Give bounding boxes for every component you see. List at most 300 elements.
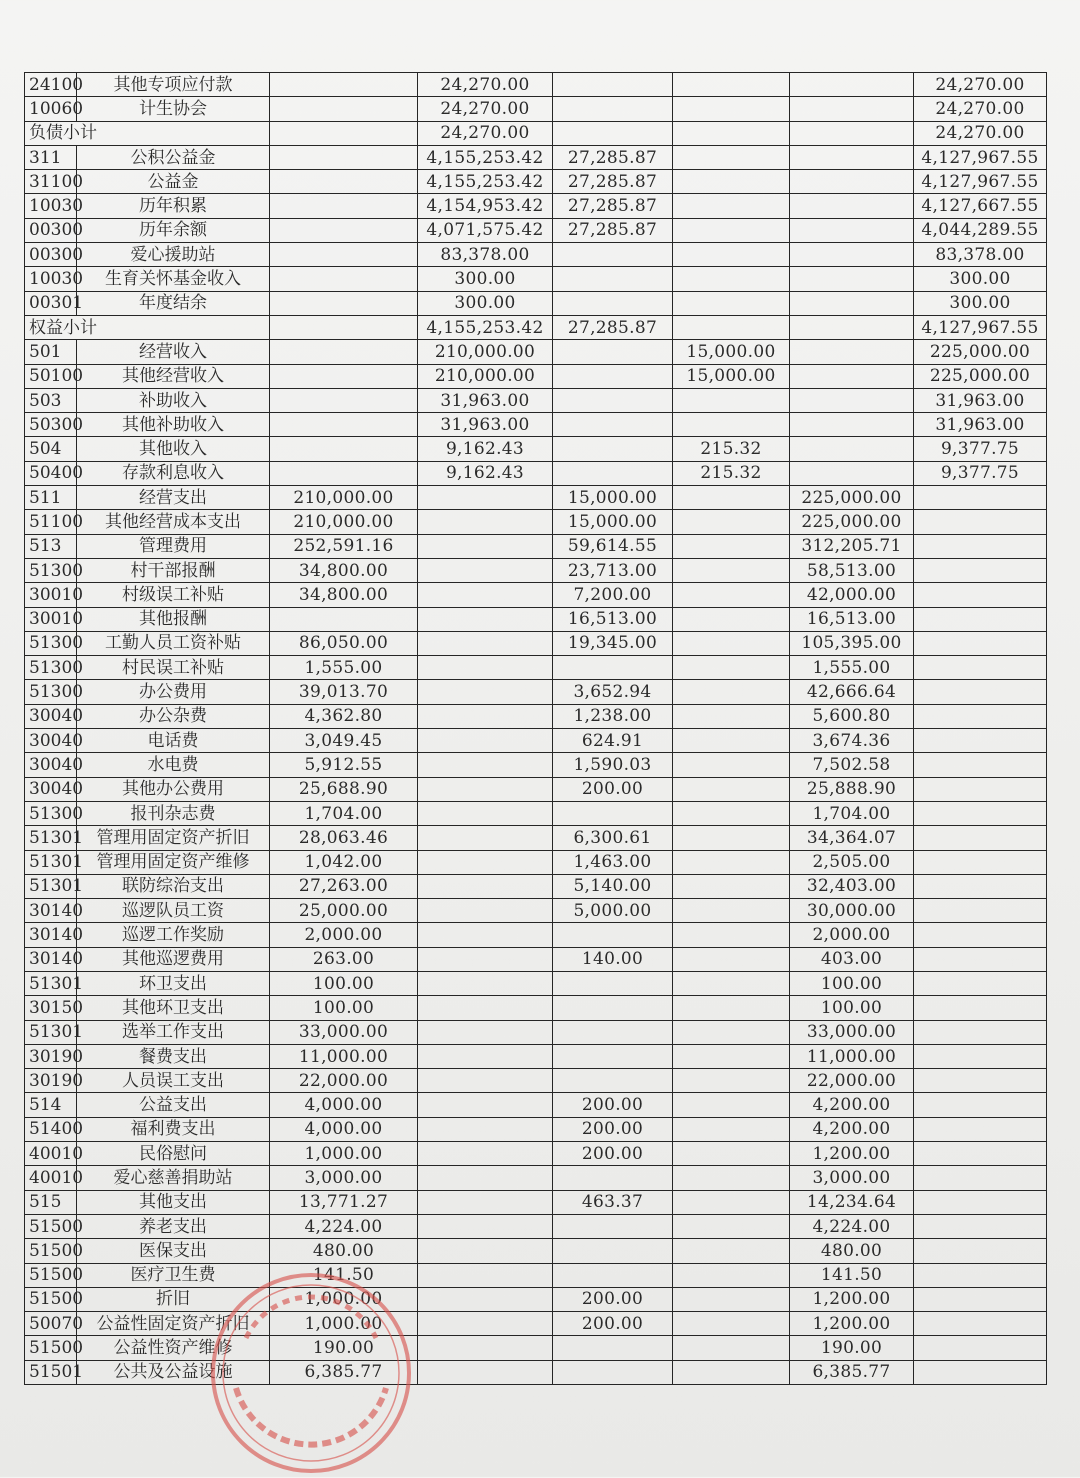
table-row <box>25 801 1047 825</box>
amount-cell-d2: 19,345.00 <box>553 631 673 655</box>
amount-cell-c2 <box>673 874 790 898</box>
amount-cell-c2 <box>673 1239 790 1263</box>
amount-cell-c2 <box>673 680 790 704</box>
amount-cell-c3 <box>914 1020 1047 1044</box>
amount-cell-d3 <box>790 315 914 339</box>
amount-cell-d3 <box>790 170 914 194</box>
amount-cell-c2 <box>673 1190 790 1214</box>
account-code-cell: 31100 <box>25 170 77 194</box>
amount-cell-d3: 1,200.00 <box>790 1312 914 1336</box>
amount-cell-d1 <box>270 121 418 145</box>
amount-cell-d1: 11,000.00 <box>270 1044 418 1068</box>
account-name-cell: 公共及公益设施 <box>77 1360 270 1384</box>
amount-cell-d2 <box>553 1044 673 1068</box>
amount-cell-c2 <box>673 218 790 242</box>
amount-cell-d3: 100.00 <box>790 996 914 1020</box>
amount-cell-c1 <box>418 729 553 753</box>
amount-cell-c3 <box>914 1069 1047 1093</box>
amount-cell-c3: 24,270.00 <box>914 97 1047 121</box>
amount-cell-c1 <box>418 1142 553 1166</box>
amount-cell-c1 <box>418 1263 553 1287</box>
account-name-cell: 补助收入 <box>77 388 270 412</box>
account-code-cell: 51300 <box>25 558 77 582</box>
amount-cell-c1 <box>418 899 553 923</box>
account-code-cell: 501 <box>25 340 77 364</box>
amount-cell-c3: 4,127,967.55 <box>914 315 1047 339</box>
amount-cell-d1: 1,555.00 <box>270 656 418 680</box>
amount-cell-d1: 252,591.16 <box>270 534 418 558</box>
amount-cell-d2 <box>553 340 673 364</box>
amount-cell-c1 <box>418 656 553 680</box>
amount-cell-c2 <box>673 413 790 437</box>
account-name-cell: 公益性资产维修 <box>77 1336 270 1360</box>
amount-cell-d1 <box>270 364 418 388</box>
amount-cell-d2 <box>553 291 673 315</box>
amount-cell-d1: 210,000.00 <box>270 510 418 534</box>
amount-cell-d1 <box>270 413 418 437</box>
amount-cell-d3 <box>790 145 914 169</box>
table-row <box>25 1117 1047 1141</box>
account-name-cell: 餐费支出 <box>77 1044 270 1068</box>
table-row <box>25 631 1047 655</box>
table-row <box>25 1069 1047 1093</box>
amount-cell-c1: 83,378.00 <box>418 243 553 267</box>
amount-cell-c1: 24,270.00 <box>418 73 553 97</box>
account-name-cell: 办公费用 <box>77 680 270 704</box>
amount-cell-d1: 1,042.00 <box>270 850 418 874</box>
account-code-cell: 40010 <box>25 1166 77 1190</box>
account-name-cell: 人员误工支出 <box>77 1069 270 1093</box>
amount-cell-c1 <box>418 1093 553 1117</box>
ledger-sheet <box>24 72 1047 1385</box>
amount-cell-d1: 3,000.00 <box>270 1166 418 1190</box>
account-code-cell: 30140 <box>25 899 77 923</box>
amount-cell-d3: 33,000.00 <box>790 1020 914 1044</box>
amount-cell-d1: 27,263.00 <box>270 874 418 898</box>
account-name-cell: 水电费 <box>77 753 270 777</box>
amount-cell-d3: 2,505.00 <box>790 850 914 874</box>
amount-cell-c1 <box>418 1287 553 1311</box>
account-code-cell: 30040 <box>25 777 77 801</box>
table-row <box>25 267 1047 291</box>
amount-cell-c1: 24,270.00 <box>418 121 553 145</box>
account-name-cell: 生育关怀基金收入 <box>77 267 270 291</box>
table-row <box>25 486 1047 510</box>
amount-cell-c2 <box>673 1069 790 1093</box>
amount-cell-d1: 4,000.00 <box>270 1093 418 1117</box>
account-name-cell: 计生协会 <box>77 97 270 121</box>
account-name-cell: 公益支出 <box>77 1093 270 1117</box>
amount-cell-d2 <box>553 656 673 680</box>
amount-cell-c1 <box>418 704 553 728</box>
ledger-table <box>24 72 1047 1385</box>
amount-cell-d3: 480.00 <box>790 1239 914 1263</box>
account-code-cell: 51300 <box>25 631 77 655</box>
amount-cell-d3 <box>790 364 914 388</box>
amount-cell-c1 <box>418 850 553 874</box>
amount-cell-d3: 1,200.00 <box>790 1142 914 1166</box>
account-code-cell: 30040 <box>25 704 77 728</box>
amount-cell-c2 <box>673 996 790 1020</box>
amount-cell-d3: 225,000.00 <box>790 486 914 510</box>
amount-cell-d1: 28,063.46 <box>270 826 418 850</box>
amount-cell-d3: 3,674.36 <box>790 729 914 753</box>
amount-cell-d2: 200.00 <box>553 1093 673 1117</box>
amount-cell-c1: 4,155,253.42 <box>418 145 553 169</box>
account-code-cell: 24100 <box>25 73 77 97</box>
amount-cell-d2: 3,652.94 <box>553 680 673 704</box>
account-code-cell: 514 <box>25 1093 77 1117</box>
amount-cell-c2 <box>673 923 790 947</box>
amount-cell-d2 <box>553 121 673 145</box>
amount-cell-c2 <box>673 704 790 728</box>
amount-cell-c1: 210,000.00 <box>418 364 553 388</box>
amount-cell-c3: 4,127,967.55 <box>914 145 1047 169</box>
table-row <box>25 607 1047 631</box>
amount-cell-c2 <box>673 631 790 655</box>
amount-cell-d2: 200.00 <box>553 1142 673 1166</box>
amount-cell-c3 <box>914 486 1047 510</box>
amount-cell-c2 <box>673 607 790 631</box>
amount-cell-c1 <box>418 583 553 607</box>
amount-cell-c3 <box>914 874 1047 898</box>
amount-cell-c2 <box>673 170 790 194</box>
amount-cell-c1: 4,155,253.42 <box>418 315 553 339</box>
amount-cell-c3 <box>914 947 1047 971</box>
amount-cell-c2 <box>673 753 790 777</box>
account-code-cell: 51500 <box>25 1336 77 1360</box>
table-row <box>25 1263 1047 1287</box>
account-code-cell: 30140 <box>25 923 77 947</box>
amount-cell-c2 <box>673 388 790 412</box>
account-name-cell: 村级误工补贴 <box>77 583 270 607</box>
amount-cell-c3 <box>914 923 1047 947</box>
amount-cell-d2 <box>553 97 673 121</box>
amount-cell-d3: 190.00 <box>790 1336 914 1360</box>
amount-cell-c1 <box>418 826 553 850</box>
account-name-cell: 经营收入 <box>77 340 270 364</box>
table-row <box>25 534 1047 558</box>
amount-cell-c3 <box>914 826 1047 850</box>
amount-cell-d2 <box>553 388 673 412</box>
account-name-cell: 环卫支出 <box>77 971 270 995</box>
account-code-cell: 30010 <box>25 607 77 631</box>
amount-cell-c2 <box>673 486 790 510</box>
amount-cell-d3 <box>790 267 914 291</box>
amount-cell-d3: 6,385.77 <box>790 1360 914 1384</box>
amount-cell-c3 <box>914 1239 1047 1263</box>
amount-cell-c1 <box>418 1239 553 1263</box>
table-row <box>25 583 1047 607</box>
table-row <box>25 413 1047 437</box>
account-name-cell: 其他经营收入 <box>77 364 270 388</box>
table-row <box>25 1239 1047 1263</box>
amount-cell-c3 <box>914 534 1047 558</box>
amount-cell-d1: 100.00 <box>270 996 418 1020</box>
amount-cell-d1: 2,000.00 <box>270 923 418 947</box>
amount-cell-c3 <box>914 899 1047 923</box>
amount-cell-d2: 200.00 <box>553 1287 673 1311</box>
amount-cell-d2: 463.37 <box>553 1190 673 1214</box>
amount-cell-c3 <box>914 558 1047 582</box>
amount-cell-d1: 4,000.00 <box>270 1117 418 1141</box>
subtotal-label: 负债小计 <box>25 121 270 145</box>
amount-cell-c3 <box>914 801 1047 825</box>
amount-cell-d1: 210,000.00 <box>270 486 418 510</box>
account-code-cell: 51300 <box>25 680 77 704</box>
amount-cell-d1: 39,013.70 <box>270 680 418 704</box>
amount-cell-c1 <box>418 534 553 558</box>
amount-cell-d1: 4,224.00 <box>270 1214 418 1238</box>
table-row <box>25 1360 1047 1384</box>
account-code-cell: 00300 <box>25 218 77 242</box>
amount-cell-d3: 7,502.58 <box>790 753 914 777</box>
account-name-cell: 巡逻队员工资 <box>77 899 270 923</box>
amount-cell-c2: 15,000.00 <box>673 340 790 364</box>
amount-cell-c1 <box>418 753 553 777</box>
account-code-cell: 10030 <box>25 267 77 291</box>
amount-cell-c2 <box>673 1020 790 1044</box>
amount-cell-d2: 200.00 <box>553 1117 673 1141</box>
account-name-cell: 村民误工补贴 <box>77 656 270 680</box>
amount-cell-d1: 1,000.00 <box>270 1312 418 1336</box>
amount-cell-c3 <box>914 680 1047 704</box>
table-row <box>25 1312 1047 1336</box>
amount-cell-c3: 4,044,289.55 <box>914 218 1047 242</box>
table-row <box>25 243 1047 267</box>
amount-cell-c3: 31,963.00 <box>914 413 1047 437</box>
amount-cell-c3: 9,377.75 <box>914 461 1047 485</box>
amount-cell-c1: 300.00 <box>418 267 553 291</box>
amount-cell-c1 <box>418 1312 553 1336</box>
account-code-cell: 51300 <box>25 801 77 825</box>
amount-cell-c2 <box>673 1287 790 1311</box>
amount-cell-c1 <box>418 1360 553 1384</box>
amount-cell-c1: 31,963.00 <box>418 413 553 437</box>
amount-cell-d2: 15,000.00 <box>553 510 673 534</box>
account-code-cell: 51500 <box>25 1239 77 1263</box>
account-name-cell: 其他巡逻费用 <box>77 947 270 971</box>
table-row <box>25 680 1047 704</box>
table-row <box>25 1166 1047 1190</box>
account-name-cell: 养老支出 <box>77 1214 270 1238</box>
amount-cell-d3: 16,513.00 <box>790 607 914 631</box>
account-code-cell: 51300 <box>25 656 77 680</box>
account-name-cell: 其他补助收入 <box>77 413 270 437</box>
amount-cell-d3: 11,000.00 <box>790 1044 914 1068</box>
amount-cell-c1: 300.00 <box>418 291 553 315</box>
table-row <box>25 437 1047 461</box>
amount-cell-d2: 1,463.00 <box>553 850 673 874</box>
amount-cell-c1: 31,963.00 <box>418 388 553 412</box>
account-name-cell: 存款利息收入 <box>77 461 270 485</box>
account-name-cell: 公益金 <box>77 170 270 194</box>
amount-cell-d2: 27,285.87 <box>553 218 673 242</box>
amount-cell-d3 <box>790 73 914 97</box>
amount-cell-c1 <box>418 510 553 534</box>
amount-cell-c1 <box>418 777 553 801</box>
table-row <box>25 850 1047 874</box>
account-code-cell: 50100 <box>25 364 77 388</box>
amount-cell-c1 <box>418 874 553 898</box>
amount-cell-c2 <box>673 850 790 874</box>
amount-cell-d1: 4,362.80 <box>270 704 418 728</box>
table-row <box>25 121 1047 145</box>
amount-cell-c1: 4,071,575.42 <box>418 218 553 242</box>
account-code-cell: 40010 <box>25 1142 77 1166</box>
amount-cell-d1 <box>270 291 418 315</box>
amount-cell-d2 <box>553 1214 673 1238</box>
amount-cell-c3 <box>914 656 1047 680</box>
table-row <box>25 194 1047 218</box>
amount-cell-d1 <box>270 340 418 364</box>
amount-cell-c1 <box>418 680 553 704</box>
amount-cell-c3: 225,000.00 <box>914 340 1047 364</box>
amount-cell-d3: 25,888.90 <box>790 777 914 801</box>
amount-cell-c2 <box>673 583 790 607</box>
amount-cell-c2: 15,000.00 <box>673 364 790 388</box>
table-row <box>25 1214 1047 1238</box>
amount-cell-c1 <box>418 631 553 655</box>
account-code-cell: 51500 <box>25 1263 77 1287</box>
amount-cell-d1 <box>270 194 418 218</box>
amount-cell-c2 <box>673 97 790 121</box>
amount-cell-d3: 105,395.00 <box>790 631 914 655</box>
amount-cell-d2 <box>553 1263 673 1287</box>
amount-cell-c3: 9,377.75 <box>914 437 1047 461</box>
amount-cell-c3 <box>914 729 1047 753</box>
amount-cell-c1 <box>418 558 553 582</box>
amount-cell-c1 <box>418 923 553 947</box>
amount-cell-d2: 27,285.87 <box>553 194 673 218</box>
table-row <box>25 1093 1047 1117</box>
amount-cell-d3: 22,000.00 <box>790 1069 914 1093</box>
amount-cell-d1: 22,000.00 <box>270 1069 418 1093</box>
amount-cell-c2 <box>673 777 790 801</box>
account-code-cell: 30040 <box>25 729 77 753</box>
table-row <box>25 1142 1047 1166</box>
amount-cell-c2 <box>673 947 790 971</box>
amount-cell-c2 <box>673 73 790 97</box>
account-code-cell: 30190 <box>25 1044 77 1068</box>
table-row <box>25 923 1047 947</box>
table-row <box>25 364 1047 388</box>
amount-cell-c1 <box>418 1117 553 1141</box>
amount-cell-c3: 225,000.00 <box>914 364 1047 388</box>
account-code-cell: 311 <box>25 145 77 169</box>
amount-cell-d2: 27,285.87 <box>553 315 673 339</box>
table-row <box>25 510 1047 534</box>
account-name-cell: 其他专项应付款 <box>77 73 270 97</box>
table-row <box>25 753 1047 777</box>
table-row <box>25 899 1047 923</box>
amount-cell-d3 <box>790 218 914 242</box>
amount-cell-c2 <box>673 1336 790 1360</box>
amount-cell-c3 <box>914 1093 1047 1117</box>
amount-cell-d3 <box>790 291 914 315</box>
amount-cell-c2 <box>673 1214 790 1238</box>
amount-cell-c1 <box>418 996 553 1020</box>
amount-cell-c3 <box>914 1287 1047 1311</box>
table-row <box>25 558 1047 582</box>
amount-cell-d3: 1,200.00 <box>790 1287 914 1311</box>
account-code-cell: 504 <box>25 437 77 461</box>
amount-cell-c1 <box>418 1190 553 1214</box>
account-code-cell: 50070 <box>25 1312 77 1336</box>
amount-cell-d1 <box>270 170 418 194</box>
account-name-cell: 报刊杂志费 <box>77 801 270 825</box>
amount-cell-d3 <box>790 340 914 364</box>
amount-cell-d3: 100.00 <box>790 971 914 995</box>
account-name-cell: 民俗慰问 <box>77 1142 270 1166</box>
subtotal-label: 权益小计 <box>25 315 270 339</box>
table-row <box>25 971 1047 995</box>
amount-cell-d1 <box>270 145 418 169</box>
amount-cell-c3 <box>914 1142 1047 1166</box>
amount-cell-d2: 27,285.87 <box>553 170 673 194</box>
account-code-cell: 503 <box>25 388 77 412</box>
amount-cell-d2: 5,000.00 <box>553 899 673 923</box>
account-name-cell: 医疗卫生费 <box>77 1263 270 1287</box>
amount-cell-c2 <box>673 1166 790 1190</box>
amount-cell-d2: 5,140.00 <box>553 874 673 898</box>
amount-cell-d3: 58,513.00 <box>790 558 914 582</box>
amount-cell-c3 <box>914 1190 1047 1214</box>
amount-cell-d3: 14,234.64 <box>790 1190 914 1214</box>
table-row <box>25 1044 1047 1068</box>
amount-cell-c3: 300.00 <box>914 291 1047 315</box>
amount-cell-d2: 27,285.87 <box>553 145 673 169</box>
amount-cell-d2 <box>553 1360 673 1384</box>
amount-cell-d2: 23,713.00 <box>553 558 673 582</box>
account-code-cell: 30040 <box>25 753 77 777</box>
account-code-cell: 30140 <box>25 947 77 971</box>
table-row <box>25 656 1047 680</box>
amount-cell-c3: 4,127,667.55 <box>914 194 1047 218</box>
amount-cell-c3 <box>914 777 1047 801</box>
amount-cell-d1: 1,704.00 <box>270 801 418 825</box>
amount-cell-c3: 4,127,967.55 <box>914 170 1047 194</box>
amount-cell-d1: 25,688.90 <box>270 777 418 801</box>
amount-cell-d2: 6,300.61 <box>553 826 673 850</box>
amount-cell-d2: 200.00 <box>553 1312 673 1336</box>
amount-cell-d3: 141.50 <box>790 1263 914 1287</box>
account-name-cell: 历年积累 <box>77 194 270 218</box>
account-name-cell: 其他经营成本支出 <box>77 510 270 534</box>
amount-cell-c2 <box>673 1044 790 1068</box>
account-code-cell: 513 <box>25 534 77 558</box>
account-code-cell: 51500 <box>25 1287 77 1311</box>
amount-cell-c2 <box>673 291 790 315</box>
amount-cell-d2 <box>553 243 673 267</box>
amount-cell-d2: 16,513.00 <box>553 607 673 631</box>
amount-cell-d1 <box>270 388 418 412</box>
amount-cell-c1: 210,000.00 <box>418 340 553 364</box>
table-row <box>25 947 1047 971</box>
account-code-cell: 51301 <box>25 1020 77 1044</box>
table-row <box>25 729 1047 753</box>
amount-cell-d3 <box>790 437 914 461</box>
table-row <box>25 315 1047 339</box>
amount-cell-c3: 24,270.00 <box>914 73 1047 97</box>
account-code-cell: 30150 <box>25 996 77 1020</box>
amount-cell-d3 <box>790 97 914 121</box>
table-row <box>25 777 1047 801</box>
amount-cell-d1 <box>270 461 418 485</box>
amount-cell-d1: 34,800.00 <box>270 583 418 607</box>
amount-cell-c1 <box>418 486 553 510</box>
amount-cell-c2 <box>673 534 790 558</box>
